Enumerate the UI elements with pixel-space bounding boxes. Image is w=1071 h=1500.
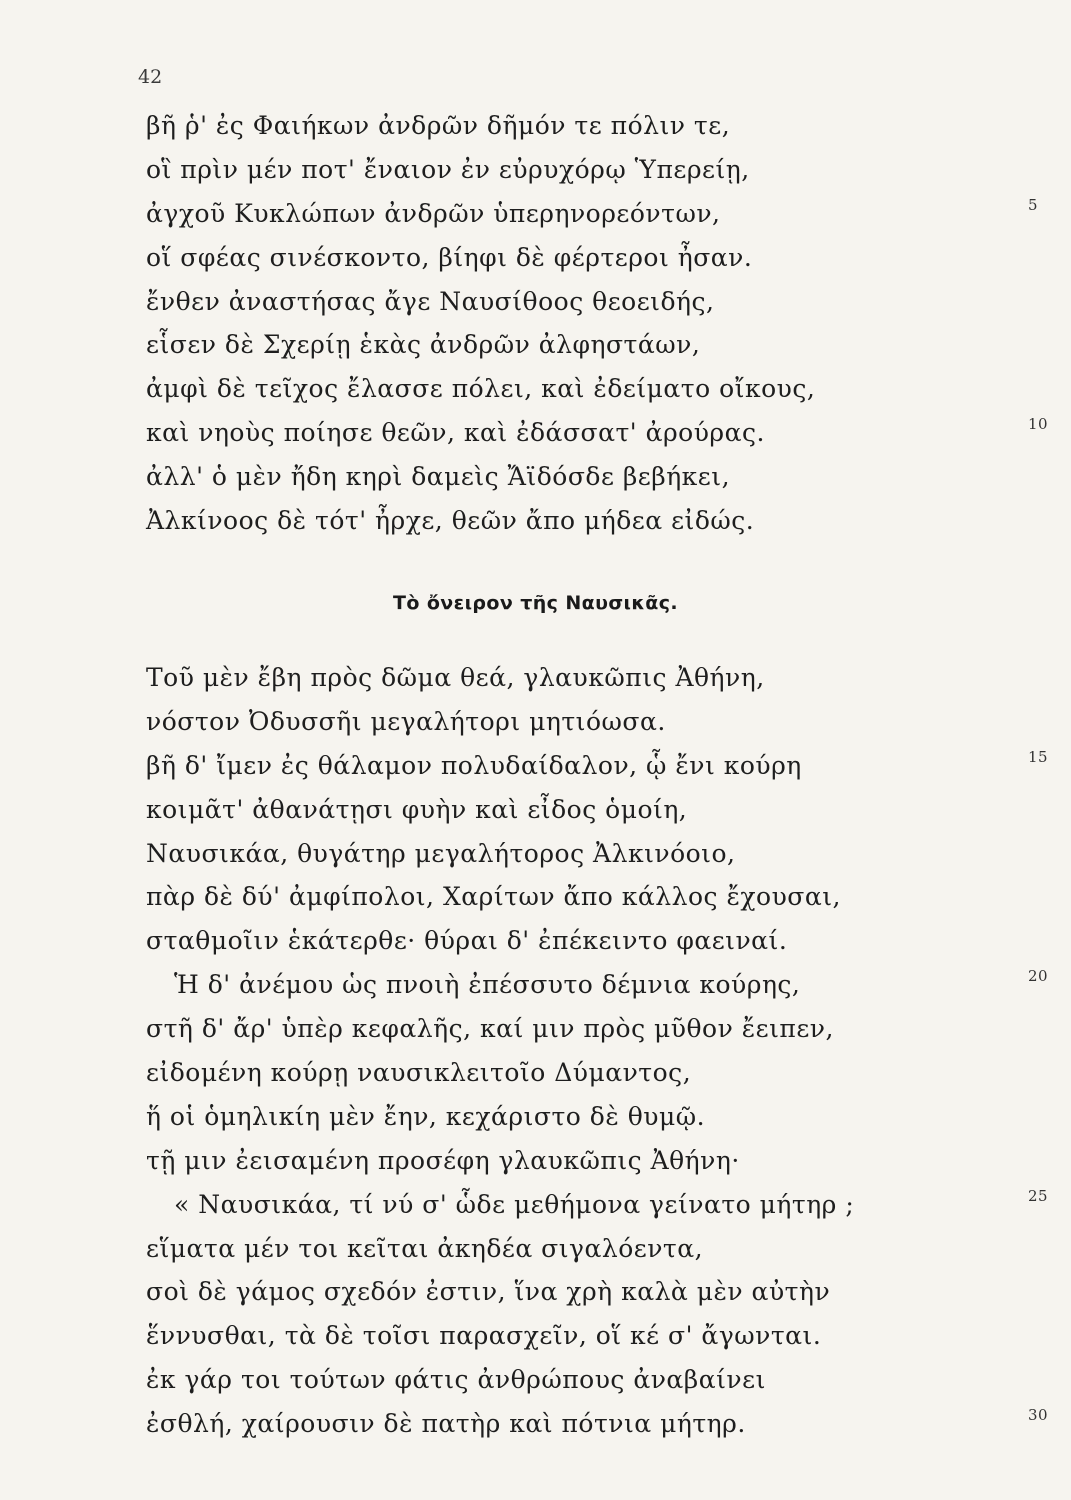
verse-line <box>146 744 1049 788</box>
verse-text: οἵ σφέας σινέσκοντο, βίηφι δὲ φέρτεροι ἦσαν. <box>146 242 753 272</box>
line-number: 15 <box>1028 747 1049 766</box>
verse-text: ἀγχοῦ Κυκλώπων ἀνδρῶν ὑπερηνορεόντων, <box>146 198 721 228</box>
verse-line <box>146 832 1006 876</box>
line-number: 25 <box>1028 1186 1049 1205</box>
verse-line <box>146 1270 1006 1314</box>
verse-text: τῇ μιν ἐεισαμένη προσέφη γλαυκῶπις Ἀθήνη· <box>146 1145 740 1175</box>
verse-line <box>146 1007 1006 1051</box>
verse-text: κοιμᾶτ' ἀθανάτῃσι φυὴν καὶ εἶδος ὁμοίη, <box>146 794 688 824</box>
verse-text: νόστον Ὀδυσσῆι μεγαλήτορι μητιόωσα. <box>146 706 666 736</box>
verse-line <box>146 963 1049 1007</box>
verse-line <box>146 280 1006 324</box>
verse-line <box>146 236 1006 280</box>
verse-text: ἔνθεν ἀναστήσας ἄγε Ναυσίθοος θεοειδής, <box>146 286 715 316</box>
verse-text: εἷσεν δὲ Σχερίῃ ἑκὰς ἀνδρῶν ἀλφηστάων, <box>146 330 701 360</box>
verse-text: στῆ δ' ἄρ' ὑπὲρ κεφαλῆς, καί μιν πρὸς μῦθον ἔειπεν, <box>146 1014 834 1044</box>
verse-text: εἵματα μέν τοι κεῖται ἀκηδέα σιγαλόεντα, <box>146 1233 704 1263</box>
verse-line <box>146 367 1006 411</box>
verse-line <box>146 656 1006 700</box>
verse-line <box>146 1051 1006 1095</box>
verse-line <box>146 1139 1006 1183</box>
verse-line <box>146 875 1006 919</box>
line-number: 20 <box>1028 967 1049 986</box>
verse-text: πὰρ δὲ δύ' ἀμφίπολοι, Χαρίτων ἄπο κάλλος ἔχουσαι, <box>146 882 842 912</box>
verse-text: Ἀλκίνοος δὲ τότ' ἦρχε, θεῶν ἄπο μήδεα εἰδώς. <box>146 506 755 536</box>
verse-line <box>146 919 1006 963</box>
verse-line <box>146 1183 1049 1227</box>
verse-text: ἥ οἱ ὁμηλικίη μὲν ἔην, κεχάριστο δὲ θυμῷ. <box>146 1101 706 1131</box>
verse-text: ἐκ γάρ τοι τούτων φάτις ἀνθρώπους ἀναβαίνει <box>146 1365 766 1395</box>
verse-line <box>146 411 1049 455</box>
verse-text: εἰδομένη κούρῃ ναυσικλειτοῖο Δύμαντος, <box>146 1058 692 1088</box>
verse-text: Τοῦ μὲν ἔβη πρὸς δῶμα θεά, γλαυκῶπις Ἀθήνη, <box>146 663 765 692</box>
verse-line <box>146 148 1006 192</box>
verse-line <box>146 1314 1006 1358</box>
verse-text: καὶ νηοὺς ποίησε θεῶν, καὶ ἐδάσσατ' ἀρούρας. <box>146 418 765 448</box>
verse-line <box>146 788 1006 832</box>
verse-line <box>146 192 1039 236</box>
verse-text: οἳ πρὶν μέν ποτ' ἔναιον ἐν εὐρυχόρῳ Ὑπερείῃ, <box>146 154 750 184</box>
verse-text: Ἡ δ' ἀνέμου ὡς πνοιὴ ἐπέσσυτο δέμνια κούρης, <box>174 970 801 1000</box>
verse-text: βῆ δ' ἴμεν ἐς θάλαμον πολυδαίδαλον, ᾧ ἔνι κούρη <box>146 750 802 780</box>
verse-line <box>146 499 1006 543</box>
verse-line <box>146 323 1006 367</box>
verse-line <box>146 1402 1049 1446</box>
line-number: 30 <box>1028 1406 1049 1425</box>
verse-line <box>146 1227 1006 1271</box>
section-heading: Τὸ ὄνειρον τῆς Ναυσικᾶς. <box>393 592 678 614</box>
verse-text: « Ναυσικάα, τί νύ σ' ὧδε μεθήμονα γείνατο μήτηρ ; <box>174 1189 855 1219</box>
verse-text: Ναυσικάα, θυγάτηρ μεγαλήτορος Ἀλκινόοιο, <box>146 838 736 868</box>
verse-text: ἀλλ' ὁ μὲν ἤδη κηρὶ δαμεὶς Ἄϊδόσδε βεβήκει, <box>146 462 731 492</box>
verse-line <box>146 104 1006 148</box>
verse-line <box>146 1358 1006 1402</box>
verse-text: ἀμφὶ δὲ τεῖχος ἔλασσε πόλει, καὶ ἐδείματο οἴκους, <box>146 374 816 404</box>
verse-text: σοὶ δὲ γάμος σχεδόν ἐστιν, ἵνα χρὴ καλὰ μὲν αὐτὴν <box>146 1277 831 1307</box>
line-number: 10 <box>1028 415 1049 434</box>
verse-text: ἕννυσθαι, τὰ δὲ τοῖσι παρασχεῖν, οἵ κέ σ' ἄγωνται. <box>146 1321 822 1351</box>
verse-block-1 <box>146 104 1049 543</box>
verse-block-2 <box>146 656 1049 1446</box>
page-number: 42 <box>138 66 163 88</box>
verse-line <box>146 1095 1006 1139</box>
verse-line <box>146 700 1006 744</box>
verse-text: σταθμοῖιν ἑκάτερθε· θύραι δ' ἐπέκειντο φαειναί. <box>146 926 788 956</box>
verse-line <box>146 455 1006 499</box>
line-number: 5 <box>1028 195 1039 214</box>
verse-text: βῆ ῥ' ἐς Φαιήκων ἀνδρῶν δῆμόν τε πόλιν τε, <box>146 111 731 140</box>
verse-text: ἐσθλή, χαίρουσιν δὲ πατὴρ καὶ πότνια μήτηρ. <box>146 1409 746 1439</box>
